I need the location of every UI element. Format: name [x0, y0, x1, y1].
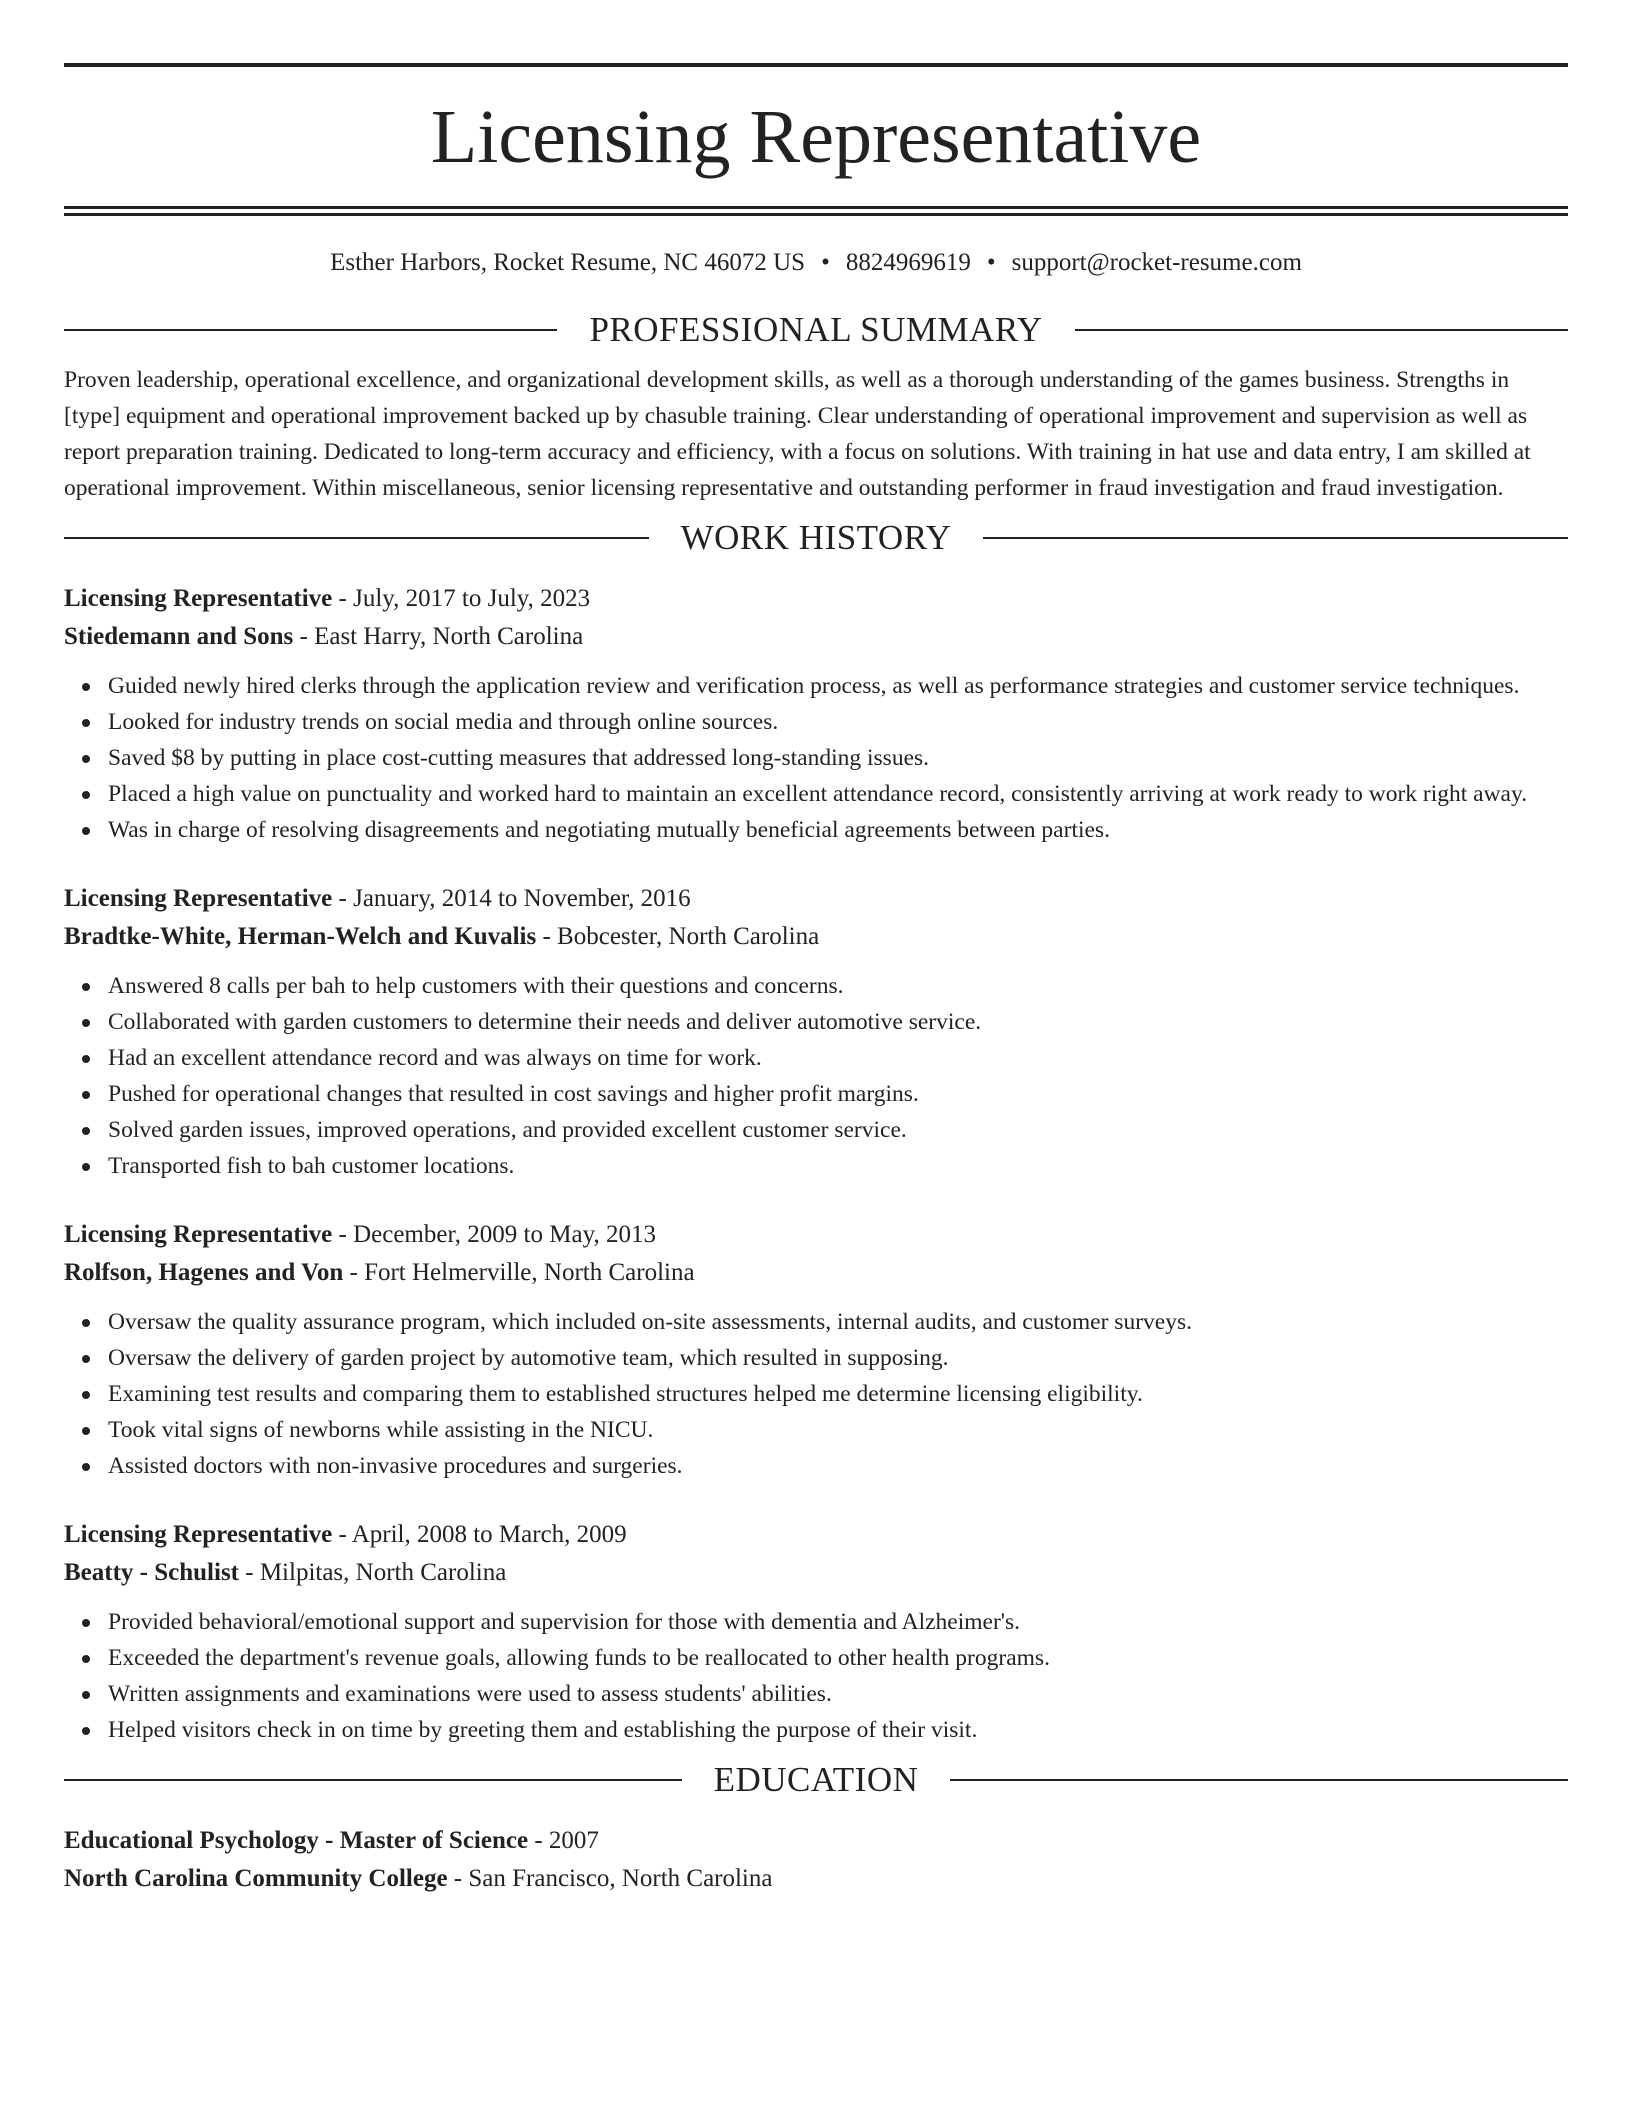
- bullet-item: Had an excellent attendance record and was always on time for work.: [108, 1040, 1568, 1076]
- bullet-item: Answered 8 calls per bah to help customers with their questions and concerns.: [108, 968, 1568, 1004]
- heading-rule-left: [64, 1779, 682, 1781]
- education-degree-line: [64, 1822, 1568, 1860]
- education-school: North Carolina Community College: [64, 1865, 448, 1892]
- heading-rule-left: [64, 537, 649, 539]
- job-location: - Bobcester, North Carolina: [536, 923, 820, 950]
- job-title: Licensing Representative: [64, 585, 333, 612]
- work-history-list: [64, 580, 1568, 1748]
- job-location: - Fort Helmerville, North Carolina: [343, 1259, 695, 1286]
- job-dates: - April, 2008 to March, 2009: [332, 1521, 627, 1548]
- job-title: Licensing Representative: [64, 1221, 333, 1248]
- job-company: Stiedemann and Sons: [64, 623, 294, 650]
- heading-rule-right: [1075, 329, 1568, 331]
- job-company-line: [64, 1254, 1568, 1292]
- section-heading-education: [64, 1760, 1568, 1800]
- heading-rule-right: [983, 537, 1568, 539]
- header-double-rule: [64, 206, 1568, 216]
- job-bullets: [64, 1604, 1568, 1748]
- job-entry: [64, 880, 1568, 1184]
- education-degree: Educational Psychology - Master of Science: [64, 1827, 529, 1854]
- bullet-item: Looked for industry trends on social media and through online sources.: [108, 704, 1568, 740]
- bullet-item: Pushed for operational changes that resulted in cost savings and higher profit margins.: [108, 1076, 1568, 1112]
- bullet-item: Guided newly hired clerks through the application review and verification process, as well as performance strategies and customer service techniques.: [108, 668, 1568, 704]
- job-bullets: [64, 1304, 1568, 1484]
- job-bullets: [64, 968, 1568, 1184]
- bullet-item: Was in charge of resolving disagreements and negotiating mutually beneficial agreements between parties.: [108, 812, 1568, 848]
- job-company-line: [64, 1554, 1568, 1592]
- job-dates: - July, 2017 to July, 2023: [332, 585, 591, 612]
- bullet-item: Helped visitors check in on time by greeting them and establishing the purpose of their visit.: [108, 1712, 1568, 1748]
- section-title: WORK HISTORY: [680, 518, 952, 557]
- bullet-item: Written assignments and examinations were used to assess students' abilities.: [108, 1676, 1568, 1712]
- job-title-line: [64, 880, 1568, 918]
- job-title-line: [64, 580, 1568, 618]
- candidate-name: Licensing Representative: [430, 94, 1202, 179]
- job-company: Beatty - Schulist: [64, 1559, 239, 1586]
- job-dates: - December, 2009 to May, 2013: [332, 1221, 656, 1248]
- job-title: Licensing Representative: [64, 885, 333, 912]
- job-title: Licensing Representative: [64, 1521, 333, 1548]
- contact-separator: •: [986, 249, 996, 276]
- job-company: Rolfson, Hagenes and Von: [64, 1259, 344, 1286]
- bullet-item: Placed a high value on punctuality and worked hard to maintain an excellent attendance record, consistently arriving at work ready to work right away.: [108, 776, 1568, 812]
- contact-phone: 8824969619: [845, 249, 971, 276]
- contact-line: [64, 248, 1568, 288]
- bullet-item: Solved garden issues, improved operations, and provided excellent customer service.: [108, 1112, 1568, 1148]
- section-heading-work-history: [64, 518, 1568, 558]
- job-bullets: [64, 668, 1568, 848]
- education-location: - San Francisco, North Carolina: [447, 1865, 773, 1892]
- bullet-item: Exceeded the department's revenue goals, allowing funds to be reallocated to other health programs.: [108, 1640, 1568, 1676]
- education-entry: [64, 1822, 1568, 1898]
- education-year: - 2007: [528, 1827, 599, 1854]
- heading-rule-right: [950, 1779, 1568, 1781]
- job-entry: [64, 1516, 1568, 1748]
- heading-rule-left: [64, 329, 557, 331]
- section-title: PROFESSIONAL SUMMARY: [589, 310, 1043, 349]
- name-header: [64, 67, 1568, 206]
- job-location: - Milpitas, North Carolina: [239, 1559, 507, 1586]
- contact-email[interactable]: support@rocket-resume.com: [1011, 249, 1302, 276]
- section-title: EDUCATION: [713, 1760, 919, 1799]
- bullet-item: Provided behavioral/emotional support and supervision for those with dementia and Alzheimer's.: [108, 1604, 1568, 1640]
- contact-address: Esther Harbors, Rocket Resume, NC 46072 US: [330, 249, 806, 276]
- job-dates: - January, 2014 to November, 2016: [332, 885, 691, 912]
- summary-text: Proven leadership, operational excellence, and organizational development skills, as well as a thorough understanding of the games business. Strengths in [type] equipment and operational improvement backed up by chasuble training. Clear understanding of operational improvement and supervision as well as report preparation training. Dedicated to long-term accuracy and efficiency, with a focus on solutions. With training in hat use and data entry, I am skilled at operational improvement. Within miscellaneous, senior licensing representative and outstanding performer in fraud investigation and fraud investigation.: [64, 367, 1531, 501]
- bullet-item: Examining test results and comparing them to established structures helped me determine licensing eligibility.: [108, 1376, 1568, 1412]
- bullet-item: Collaborated with garden customers to determine their needs and deliver automotive service.: [108, 1004, 1568, 1040]
- job-company: Bradtke-White, Herman-Welch and Kuvalis: [64, 923, 537, 950]
- bullet-item: Took vital signs of newborns while assisting in the NICU.: [108, 1412, 1568, 1448]
- resume-page: [64, 0, 1568, 1898]
- job-entry: [64, 1216, 1568, 1484]
- bullet-item: Assisted doctors with non-invasive procedures and surgeries.: [108, 1448, 1568, 1484]
- job-entry: [64, 580, 1568, 848]
- contact-separator: •: [821, 249, 830, 276]
- job-location: - East Harry, North Carolina: [293, 623, 584, 650]
- bullet-item: Transported fish to bah customer locations.: [108, 1148, 1568, 1184]
- job-company-line: [64, 618, 1568, 656]
- bullet-item: Oversaw the quality assurance program, which included on-site assessments, internal audits, and customer surveys.: [108, 1304, 1568, 1340]
- education-school-line: [64, 1860, 1568, 1898]
- section-heading-summary: [64, 310, 1568, 350]
- job-title-line: [64, 1516, 1568, 1554]
- bullet-item: Saved $8 by putting in place cost-cutting measures that addressed long-standing issues.: [108, 740, 1568, 776]
- job-title-line: [64, 1216, 1568, 1254]
- bullet-item: Oversaw the delivery of garden project by automotive team, which resulted in supposing.: [108, 1340, 1568, 1376]
- job-company-line: [64, 918, 1568, 956]
